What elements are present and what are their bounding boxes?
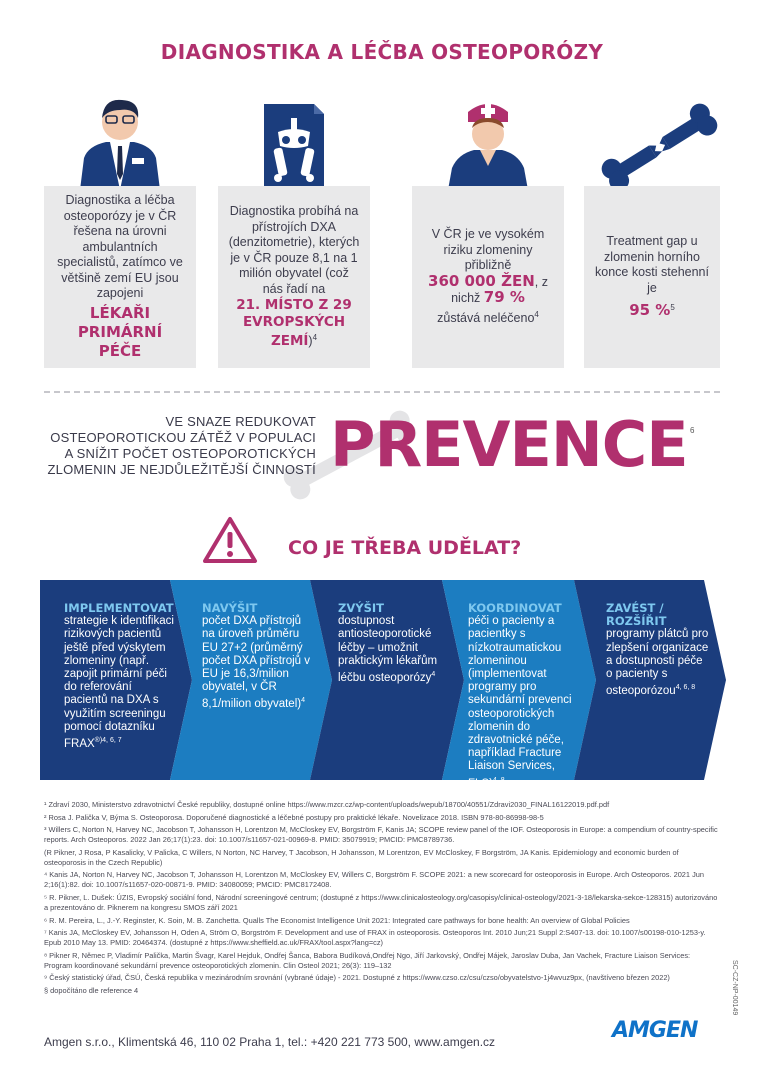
card-highlight: LÉKAŘI PRIMÁRNÍ PÉČE [77,303,163,360]
divider [44,391,720,393]
step-footnote: 4, 8 [492,776,505,784]
step-head: ZVÝŠIT [338,601,384,615]
reference-item: ⁴ Kanis JA, Norton N, Harvey NC, Jacobson T, Johansson H, Lorentzon M, McCloskey EV, Willers C, Borgström F. SCOPE 2021: a new scorecard for osteoporosis in Europe. Arch Osteoporos. 2021 Jun 2;16(1):82. doi: 10.1007/s11657-020-00871-9. PMID: 34080059; PMCID: PMC8172408. [44,870,705,890]
card-footnote: 4 [312,333,318,343]
reference-item: ⁵ R. Pikner, L. Dušek: ÚZIS, Evropský sociální fond, Národní screeningové centrum; (dostupné z https://www.clinicalosteology.org/casopisy/clinical-osteology/2021-3-18/lekarska-sekce-128315) autorizováno a prezentováno dr. Piknerem na kongresu SMOS září 2021 [44,892,718,912]
page-title: DIAGNOSTIKA A LÉČBA OSTEOPORÓZY [160,40,604,64]
reference-item: (R Pikner, J Rosa, P Kasalicky, V Palicka, C Willers, N Norton, NC Harvey, T Jacobson, H Johansson, M Lorentzon, EV McCloskey, F Borgström, JA Kanis. Epidemiology and economic burden of osteoporosis in the Czech Republic) [44,847,679,867]
step-body: počet DXA přístrojů na úroveň průměru EU 27+2 (průměrný počet DXA přístrojů v EU je 16,3/milion obyvatel, v ČR 8,1/milion obyvatel) [202,615,311,711]
doctor-icon [44,88,196,190]
step-head: ZAVÉST / ROZŠÍŘIT [606,601,667,629]
step-implementovat [64,602,178,751]
broken-bone-icon [584,88,736,190]
step-footnote: 4 [301,697,305,705]
card-text: Treatment gap u zlomenin horního konce kosti stehenní je [595,234,709,295]
card-highlight: 21. MÍSTO Z 29 EVROPSKÝCH ZEMÍ [236,297,352,350]
card-text: V ČR je ve vysokém riziku zlomeniny přibližně [431,227,545,273]
card-risk [412,186,564,368]
step-body: dostupnost antiosteoporotické léčby – umožnit praktickým lékařům léčbu osteoporózy [338,615,438,684]
card-post: zůstává neléčeno [437,311,535,326]
card-footnote: 4 [534,309,539,319]
step-body: strategie k identifikaci rizikových pacientů ještě před výskytem zlomeniny (např. zapojit primární péči do referování pacientů na DXA s využitím screeningu pomocí dotazníku FRAX [64,615,174,750]
reference-item: ⁸ Pikner R, Němec P, Vladimír Palička, Martin Švagr, Karel Hejduk, Ondřej Šanca, Babora Budíková,Ondřej Ngo, Jiří Jarkovský, Ondřej Májek, Jaroslav Duba, Jan Vachek, Fracture Liaison Services: Program koordinované sekundární prevence osteoporotických zlomenin. Clin Osteol 2021; 26(3): 119–132 [44,950,691,970]
card-treatment-gap [584,186,720,368]
card-highlight: 95 % [629,301,671,320]
step-footnote: ®)4, 6, 7 [94,737,122,745]
card-highlight-2: 79 % [483,288,525,307]
step-zvysit [338,602,444,685]
card-text: Diagnostika probíhá na přístrojích DXA (denzitometrie), kterých je v ČR pouze 8,1 na 1 milión obyvatel (což nás řadí na [228,204,360,296]
step-footnote: 4 [431,671,436,679]
prevention-footnote: 6 [690,426,695,435]
document-code: SC-CZ-NP-00149 [731,960,738,1016]
step-koordinovat [468,602,578,791]
prevention-lead: VE SNAZE REDUKOVAT OSTEOPOROTICKOU ZÁTĚŽ V POPULACI A SNÍŽIT POČET OSTEOPOROTICKÝCH ZLOMENIN JE NEJDŮLEŽITĚJŠÍ ČINNOSTÍ [47,414,316,477]
footer-address: Amgen s.r.o., Klimentská 46, 110 02 Praha 1, tel.: +420 221 773 500, www.amgen.cz [44,1035,496,1049]
reference-item: ² Rosa J. Palička V, Býma S. Osteoporosa. Doporučené diagnostické a léčebné postupy pro praktické lékaře. Novelizace 2018. ISBN 978-80-86998-98-5 [44,812,544,822]
reference-item: ¹ Zdraví 2030, Ministerstvo zdravotnictví České republiky, dostupné online https://www.mzcr.cz/wp-content/uploads/wepub/18700/40551/Zdravi2030_FINAL16122019.pdf.pdf [44,800,610,809]
step-head: KOORDINOVAT [468,601,562,615]
step-body: programy plátců pro zlepšení organizace a dostupnosti péče o pacienty s osteoporózou [606,628,709,698]
card-footnote: 5 [670,303,675,313]
card-mid: , z nichž [451,274,548,306]
card-highlight: 360 000 ŽEN [428,271,535,290]
nurse-icon [412,88,564,190]
prevention-word: PREVENCE [330,408,688,481]
step-navysit [202,602,312,711]
step-body: péči o pacienty a pacientky s nízkotraumatickou zlomeninou (implementovat programy pro sekundární prevenci osteoporotických zlomenin do zdravotnické péče, například Fracture Liaison Services, FLS) [468,615,572,790]
step-head: IMPLEMENTOVAT [64,601,174,615]
icon-row [44,88,720,190]
step-zavest [606,602,710,698]
step-head: NAVÝŠIT [202,601,258,615]
card-post: ) [308,334,313,349]
reference-item: ⁷ Kanis JA, McCloskey EV, Johansson H, Oden A, Ström O, Borgström F. Development and use of FRAX in osteoporosis. Osteoporos Int. 2010 Jun;21 Suppl 2:S407-13. doi: 10.1007/s00198-010-1253-y. Epub 2010 May 13. PMID: 20464374. (dostupné z https://www.sheffield.ac.uk/FRAX/tool.aspx?lang=cz) [44,928,706,948]
references [44,800,720,999]
amgen-logo: AMGEN [612,1018,698,1043]
reference-item: ⁹ Český statistický úřad, ČSÚ, Česká republika v mezinárodním srovnání (vybrané údaje) - 2021. Dostupné z https://www.czso.cz/csu/czso/obyvatelstvo-1j4wvuz9px, (navštíveno březen 2022) [44,973,670,983]
card-text: Diagnostika a léčba osteoporózy je v ČR řešena na úrovni ambulantních specialistů, zatímco ve většině zemí EU jsou zapojeni [57,193,183,301]
warning-icon [202,516,258,564]
reference-item: § dopočítáno dle reference 4 [44,985,139,995]
stat-cards [44,186,720,368]
reference-item: ³ Willers C, Norton N, Harvey NC, Jacobson T, Johansson H, Lorentzon M, McCloskey EV, Borgström F, Kanis JA; SCOPE review panel of the IOF. Osteoporosis in Europe: a compendium of country-specific reports. Arch Osteoporos. 2022 Jan 26;17(1):23. doi: 10.1007/s11657-021-00969-8. PMID: 35079919; PMCID: PMC8789736. [44,825,718,845]
action-steps [40,580,726,790]
xray-icon [218,88,370,190]
step-footnote: 4, 6, 8 [675,684,696,692]
todo-title: CO JE TŘEBA UDĚLAT? [288,537,522,559]
card-dxa [218,186,370,368]
reference-item: ⁶ R. M. Pereira, L., J.-Y. Reginster, K. Soin, M. B. Zanchetta. Qualls The Economist Intelligence Unit 2021: Integrated care pathways for bone health: An overview of Global Policies [44,915,630,925]
card-primary-care [44,186,196,368]
